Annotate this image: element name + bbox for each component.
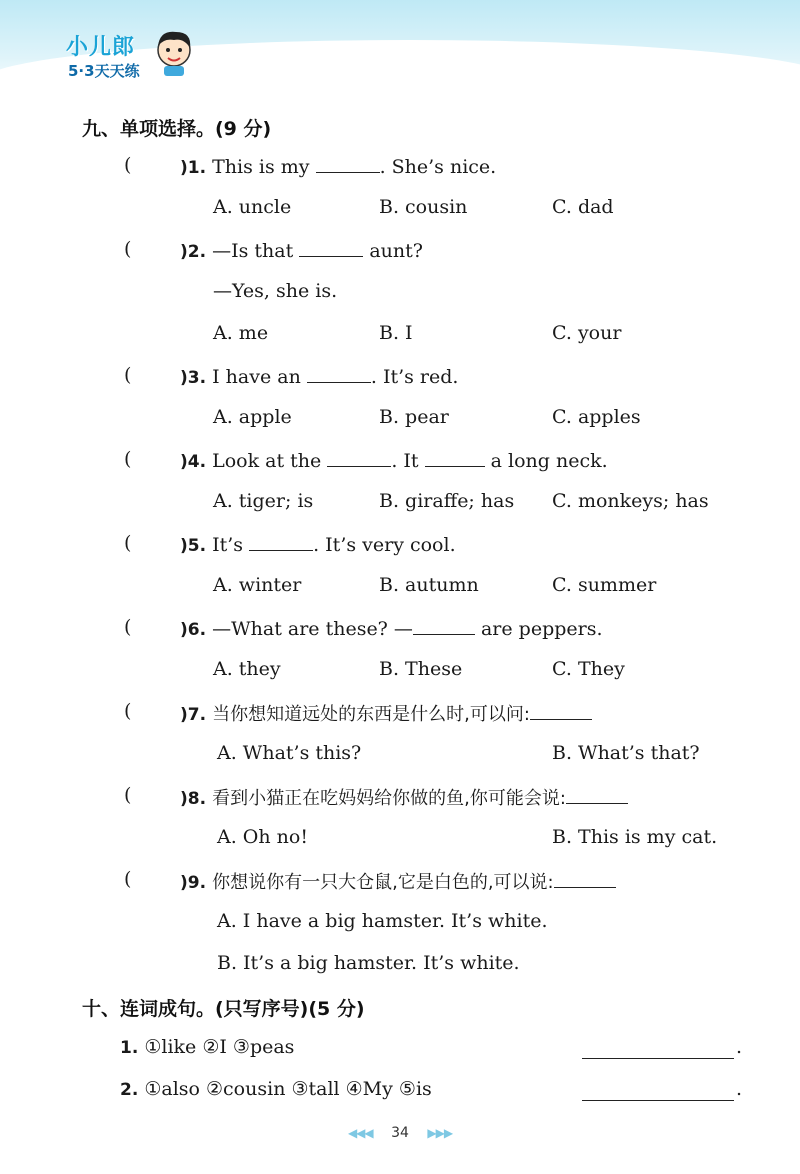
option-c: C. apples (552, 406, 641, 428)
item-number: 2. (120, 1080, 139, 1100)
question-4 (180, 448, 608, 472)
question-number: )2. (180, 242, 207, 262)
fill-blank[interactable] (316, 154, 380, 173)
item-number: 1. (120, 1038, 139, 1058)
section-9-title: 九、单项选择。(9 分) (82, 118, 272, 140)
question-text: . She’s nice. (379, 156, 497, 178)
answer-paren[interactable]: ( (124, 364, 132, 386)
option-b: B. These (379, 658, 463, 680)
answer-paren[interactable]: ( (124, 238, 132, 260)
option-a: A. tiger; is (213, 490, 314, 512)
option-b: B. This is my cat. (552, 826, 718, 848)
option-a: A. apple (213, 406, 292, 428)
brand-logo (66, 30, 206, 86)
option-a: A. me (213, 322, 269, 344)
question-7 (180, 700, 592, 726)
right-arrows-icon: ▶▶▶ (427, 1126, 453, 1140)
option-a: A. What’s this? (217, 742, 362, 764)
question-text: are peppers. (480, 618, 603, 640)
question-text: a long neck. (490, 450, 608, 472)
question-text: . It (391, 450, 419, 472)
option-c: C. summer (552, 574, 657, 596)
question-9 (180, 868, 616, 894)
question-number: )5. (180, 536, 207, 556)
question-number: )6. (180, 620, 207, 640)
answer-paren[interactable]: ( (124, 868, 132, 890)
answer-line[interactable] (582, 1057, 734, 1059)
question-text: This is my (212, 156, 310, 178)
question-number: )8. (180, 789, 207, 809)
mascot-boy-icon (150, 26, 198, 76)
question-text: 看到小猫正在吃妈妈给你做的鱼,你可能会说: (212, 788, 566, 809)
question-text: —Is that (212, 240, 294, 262)
question-2-reply: —Yes, she is. (213, 280, 338, 302)
option-b: B. It’s a big hamster. It’s white. (217, 952, 520, 974)
word-list: ①also ②cousin ③tall ④My ⑤is (144, 1078, 432, 1100)
option-a: A. Oh no! (217, 826, 308, 848)
answer-paren[interactable]: ( (124, 616, 132, 638)
word-list: ①like ②I ③peas (144, 1036, 295, 1058)
question-number: )1. (180, 158, 207, 178)
period: . (736, 1036, 743, 1058)
fill-blank[interactable] (530, 701, 592, 720)
question-5 (180, 532, 456, 556)
question-text: I have an (212, 366, 301, 388)
answer-paren[interactable]: ( (124, 448, 132, 470)
question-2 (180, 238, 423, 262)
fill-blank[interactable] (327, 448, 391, 467)
option-a: A. I have a big hamster. It’s white. (217, 910, 548, 932)
question-text: . It’s red. (370, 366, 459, 388)
reorder-item-2 (120, 1078, 432, 1100)
question-text: . It’s very cool. (313, 534, 456, 556)
fill-blank[interactable] (249, 532, 313, 551)
option-b: B. What’s that? (552, 742, 700, 764)
option-c: C. dad (552, 196, 614, 218)
option-b: B. pear (379, 406, 449, 428)
question-text: 当你想知道远处的东西是什么时,可以问: (212, 704, 530, 725)
page-footer (0, 1125, 800, 1141)
option-b: B. giraffe; has (379, 490, 515, 512)
option-b: B. cousin (379, 196, 468, 218)
question-text: Look at the (212, 450, 322, 472)
option-a: A. winter (213, 574, 302, 596)
logo-subtitle: 5·3天天练 (68, 62, 140, 80)
fill-blank[interactable] (566, 785, 628, 804)
question-text: aunt? (369, 240, 423, 262)
question-text: It’s (212, 534, 244, 556)
answer-paren[interactable]: ( (124, 784, 132, 806)
option-b: B. I (379, 322, 413, 344)
fill-blank[interactable] (425, 448, 485, 467)
option-a: A. they (213, 658, 281, 680)
question-3 (180, 364, 458, 388)
answer-paren[interactable]: ( (124, 154, 132, 176)
answer-paren[interactable]: ( (124, 532, 132, 554)
fill-blank[interactable] (554, 869, 616, 888)
option-c: C. your (552, 322, 622, 344)
option-b: B. autumn (379, 574, 479, 596)
option-c: C. monkeys; has (552, 490, 709, 512)
page-number: 34 (391, 1125, 409, 1141)
logo-title: 小儿郎 (66, 35, 136, 60)
question-text: 你想说你有一只大仓鼠,它是白色的,可以说: (212, 872, 554, 893)
period: . (736, 1078, 743, 1100)
question-number: )4. (180, 452, 207, 472)
question-1 (180, 154, 496, 178)
answer-line[interactable] (582, 1099, 734, 1101)
option-a: A. uncle (213, 196, 292, 218)
left-arrows-icon: ◀◀◀ (347, 1126, 373, 1140)
fill-blank[interactable] (299, 238, 363, 257)
fill-blank[interactable] (307, 364, 371, 383)
question-number: )7. (180, 705, 207, 725)
question-number: )3. (180, 368, 207, 388)
question-text: —What are these? — (212, 618, 413, 640)
option-c: C. They (552, 658, 625, 680)
question-number: )9. (180, 873, 207, 893)
answer-paren[interactable]: ( (124, 700, 132, 722)
question-8 (180, 784, 628, 810)
fill-blank[interactable] (413, 616, 475, 635)
section-10-title: 十、连词成句。(只写序号)(5 分) (82, 998, 365, 1020)
reorder-item-1 (120, 1036, 294, 1058)
question-6 (180, 616, 603, 640)
